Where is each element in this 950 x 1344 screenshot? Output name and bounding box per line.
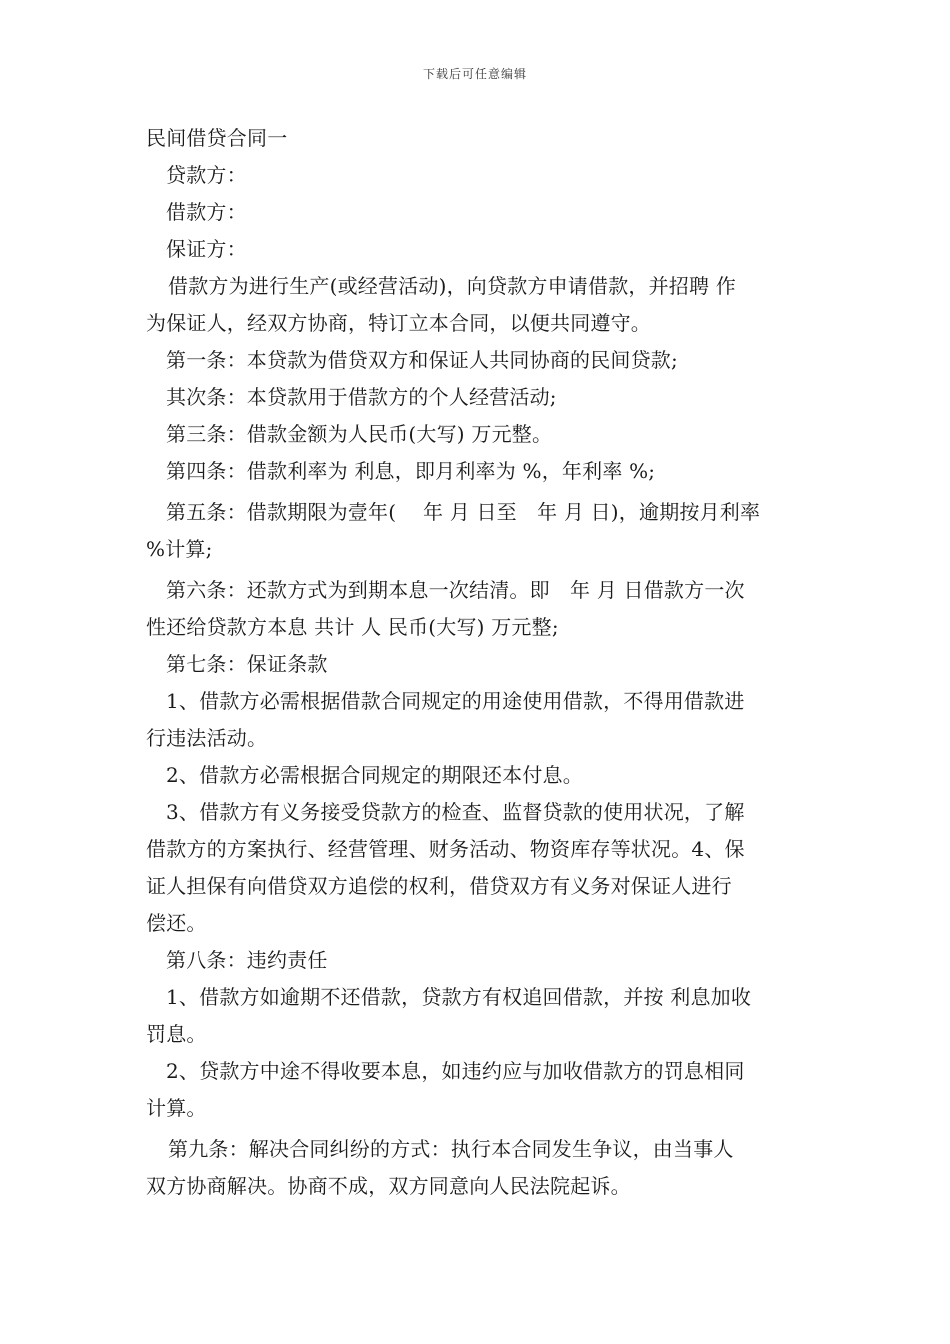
article-8-item-1-line-1: 1、借款方如逾期不还借款，贷款方有权追回借款，并按 利息加收 bbox=[166, 985, 752, 1009]
lender-line: 贷款方： bbox=[166, 163, 247, 187]
article-8-item-2-line-1: 2、贷款方中途不得收要本息，如违约应与加收借款方的罚息相同 bbox=[166, 1059, 745, 1083]
article-7-item-3-line-1: 3、借款方有义务接受贷款方的检查、监督贷款的使用状况，了解 bbox=[166, 800, 745, 824]
article-8-item-1-line-2: 罚息。 bbox=[146, 1022, 207, 1046]
article-7-item-1-line-2: 行违法活动。 bbox=[146, 726, 268, 750]
article-7-item-2: 2、借款方必需根据合同规定的期限还本付息。 bbox=[166, 763, 583, 787]
borrower-line: 借款方： bbox=[166, 200, 247, 224]
article-8-item-2-line-2: 计算。 bbox=[146, 1096, 207, 1120]
article-5-line-2: %计算; bbox=[146, 537, 213, 561]
contract-title: 民间借贷合同一 bbox=[146, 126, 288, 150]
article-8-title: 第八条：违约责任 bbox=[166, 948, 328, 972]
article-2: 其次条：本贷款用于借款方的个人经营活动; bbox=[166, 385, 557, 409]
article-7-item-3-line-2: 借款方的方案执行、经营管理、财务活动、物资库存等状况。4、保 bbox=[146, 837, 745, 861]
header-note: 下载后可任意编辑 bbox=[422, 67, 527, 81]
contract-body bbox=[146, 120, 806, 1205]
article-9-line-1: 第九条：解决合同纠纷的方式：执行本合同发生争议，由当事人 bbox=[168, 1137, 734, 1161]
article-7-title: 第七条：保证条款 bbox=[166, 652, 328, 676]
guarantor-line: 保证方： bbox=[166, 237, 247, 261]
article-6-line-1: 第六条：还款方式为到期本息一次结清。即 年 月 日借款方一次 bbox=[166, 578, 745, 602]
article-7-item-3-line-4: 偿还。 bbox=[146, 911, 207, 935]
article-9-line-2: 双方协商解决。协商不成，双方同意向人民法院起诉。 bbox=[146, 1174, 631, 1198]
intro-line-2: 为保证人，经双方协商，特订立本合同，以便共同遵守。 bbox=[146, 311, 651, 335]
intro-line-1: 借款方为进行生产(或经营活动)，向贷款方申请借款，并招聘 作 bbox=[168, 274, 736, 298]
article-7-item-3-line-3: 证人担保有向借贷双方追偿的权利，借贷双方有义务对保证人进行 bbox=[146, 874, 732, 898]
article-4: 第四条：借款利率为 利息，即月利率为 %，年利率 %; bbox=[166, 459, 656, 483]
article-3: 第三条：借款金额为人民币(大写) 万元整。 bbox=[166, 422, 553, 446]
article-1: 第一条：本贷款为借贷双方和保证人共同协商的民间贷款; bbox=[166, 348, 678, 372]
article-7-item-1-line-1: 1、借款方必需根据借款合同规定的用途使用借款，不得用借款进 bbox=[166, 689, 745, 713]
article-6-line-2: 性还给贷款方本息 共计 人 民币(大写) 万元整; bbox=[146, 615, 559, 639]
article-5-line-1: 第五条：借款期限为壹年( 年 月 日至 年 月 日)，逾期按月利率 bbox=[166, 500, 761, 524]
